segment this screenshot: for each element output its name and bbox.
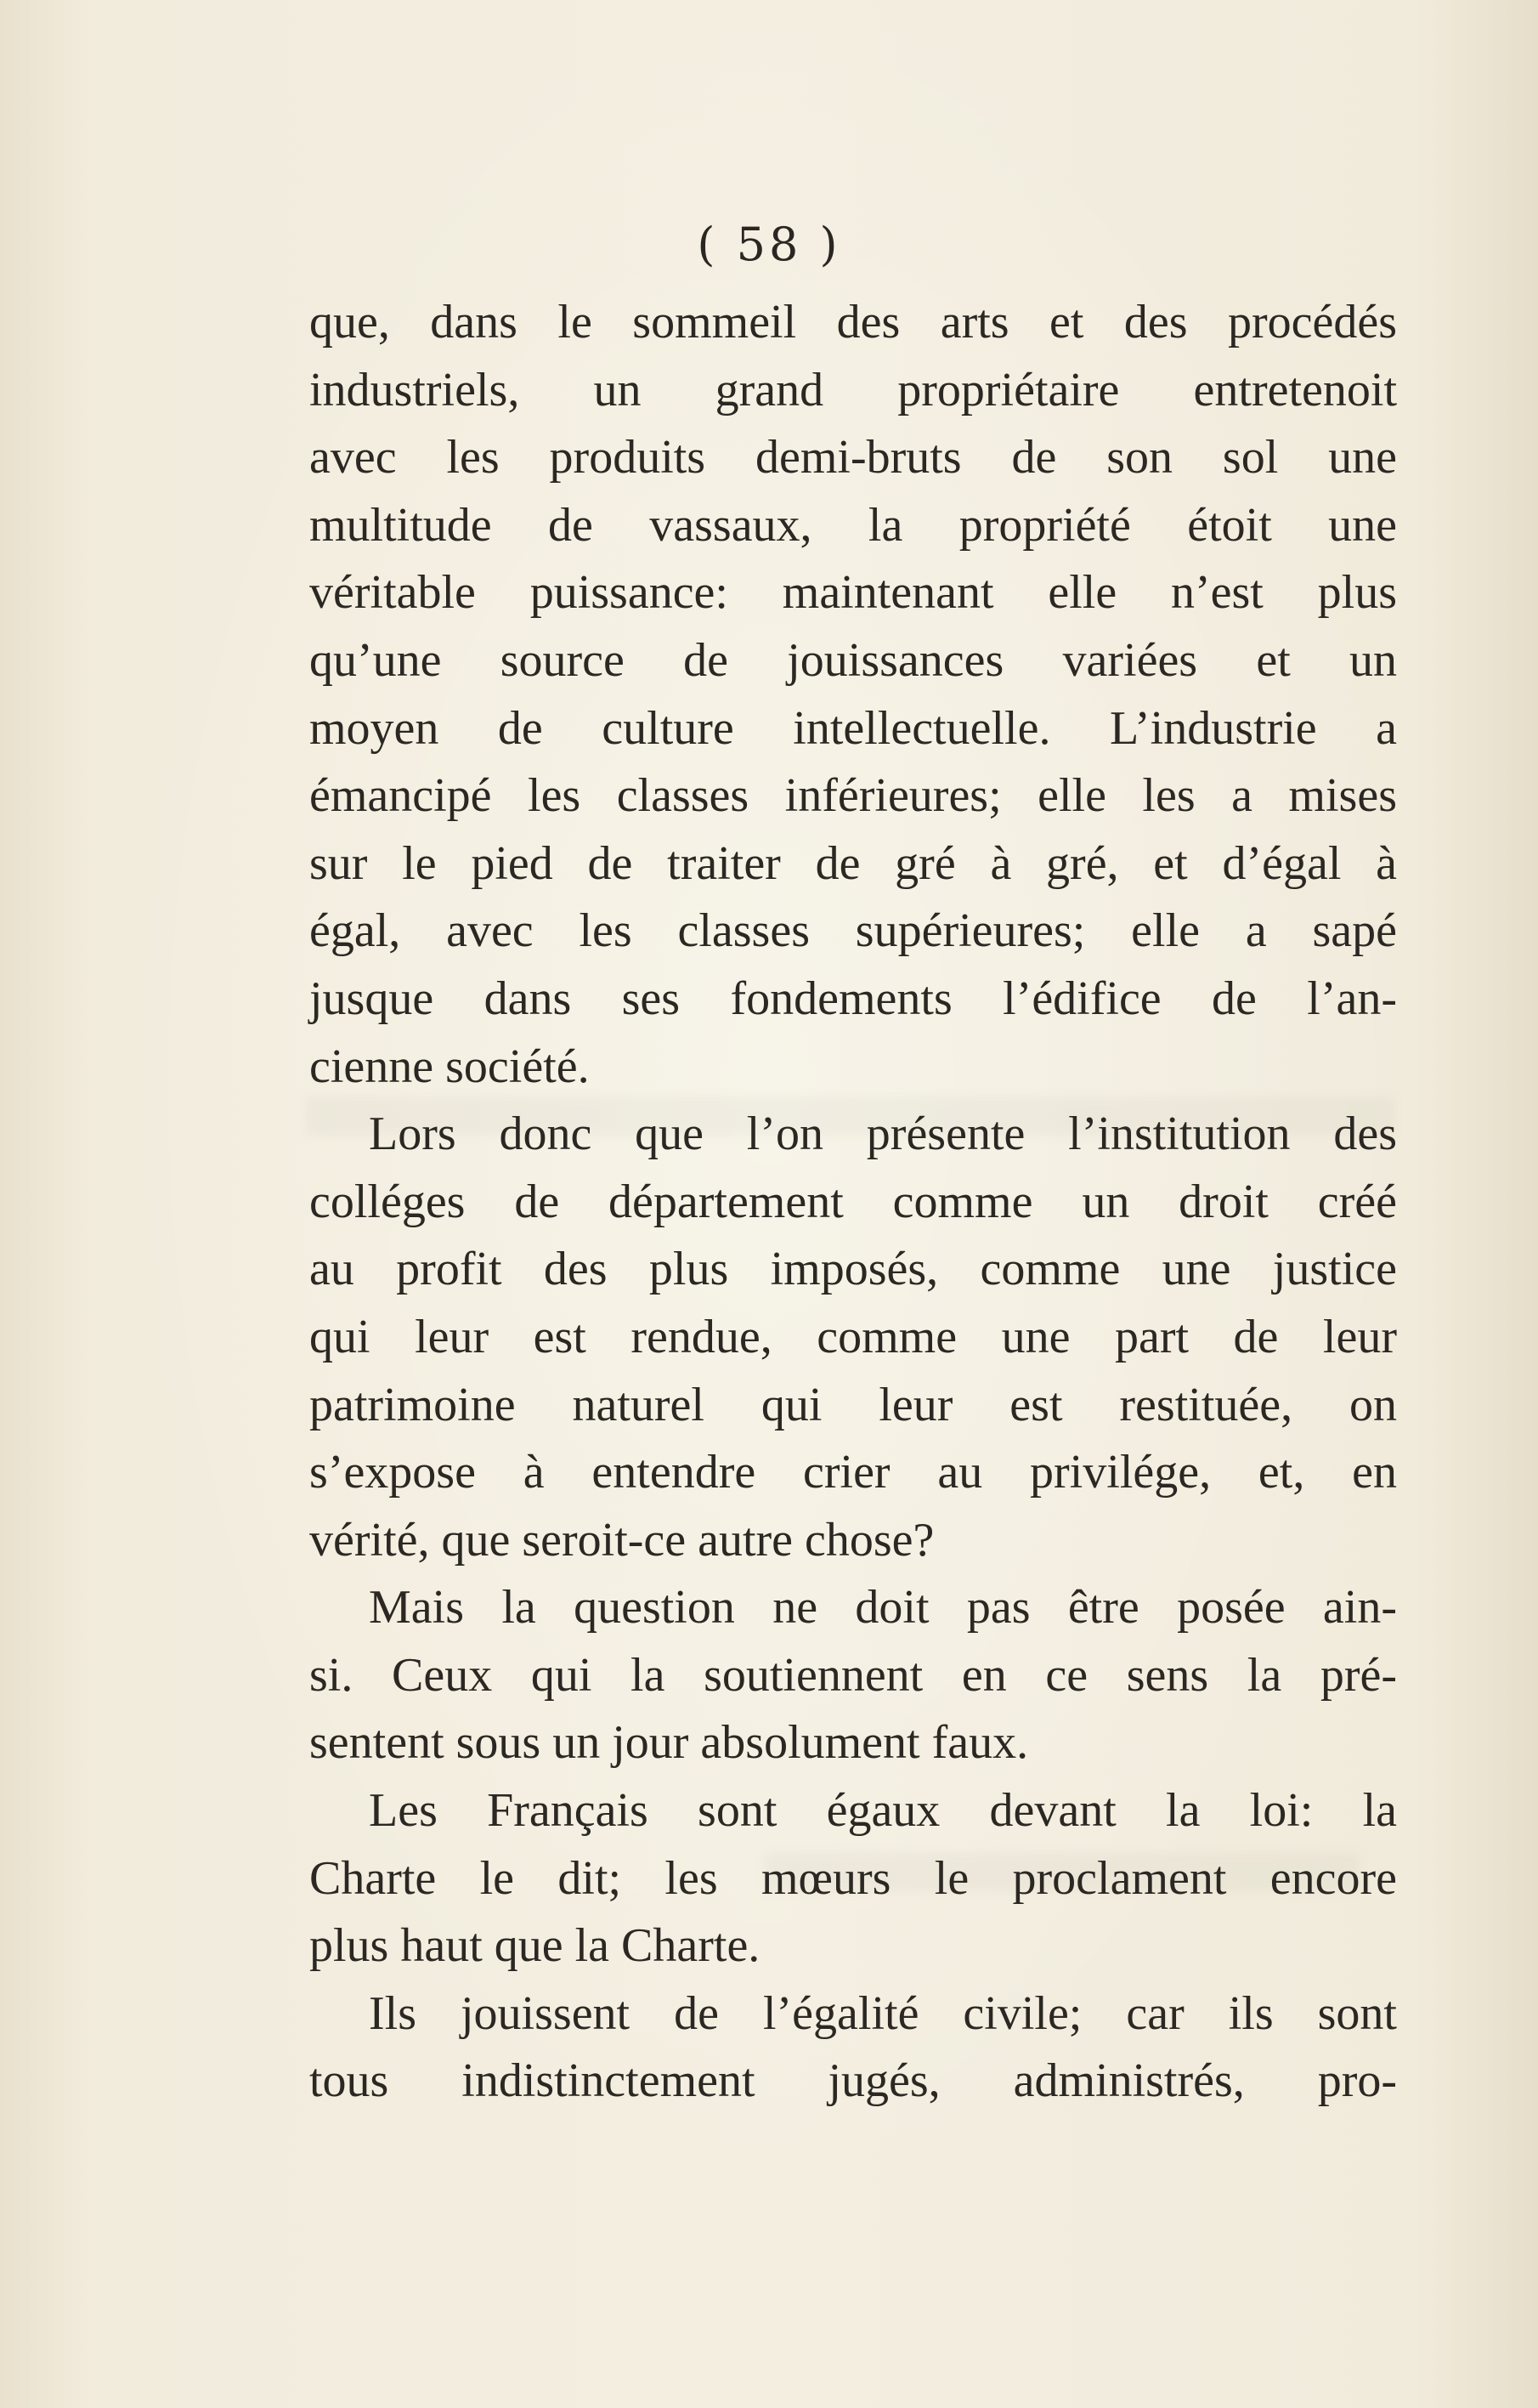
text-line: industriels, un grand propriétaire entretenoit: [309, 363, 1397, 416]
text-line: jusque dans ses fondements l’édifice de l’an-: [309, 972, 1397, 1025]
text-line: Charte le dit; les mœurs le proclament encore: [309, 1851, 1397, 1905]
text-line: moyen de culture intellectuelle. L’industrie a: [309, 701, 1397, 755]
text-line: qu’une source de jouissances variées et un: [309, 633, 1397, 687]
page-number: ( 58 ): [697, 218, 841, 271]
text-line: Mais la question ne doit pas être posée ain-: [369, 1581, 1397, 1635]
text-line: Lors donc que l’on présente l’institution des: [369, 1108, 1397, 1161]
text-line: Les Français sont égaux devant la loi: la: [369, 1784, 1397, 1838]
text-line: émancipé les classes inférieures; elle les a mises: [309, 769, 1397, 823]
text-line: égal, avec les classes supérieures; elle a sapé: [309, 904, 1397, 958]
text-line: patrimoine naturel qui leur est restituée, on: [309, 1378, 1397, 1431]
text-line: Ils jouissent de l’égalité civile; car ils sont: [369, 1986, 1397, 2040]
body-text: [309, 289, 1397, 2116]
text-line: véritable puissance: maintenant elle n’est plus: [309, 566, 1397, 620]
text-line: sentent sous un jour absolument faux.: [309, 1716, 1029, 1770]
text-line: au profit des plus imposés, comme une justice: [309, 1243, 1397, 1296]
text-line: plus haut que la Charte.: [309, 1919, 761, 1973]
text-line: avec les produits demi-bruts de son sol une: [309, 431, 1397, 484]
text-line: sur le pied de traiter de gré à gré, et d’égal à: [309, 836, 1397, 890]
text-line: multitude de vassaux, la propriété étoit une: [309, 498, 1397, 552]
text-line: si. Ceux qui la soutiennent en ce sens la pré-: [309, 1648, 1397, 1702]
text-line: colléges de département comme un droit créé: [309, 1175, 1397, 1228]
text-line: cienne société.: [309, 1040, 590, 1093]
text-line: que, dans le sommeil des arts et des procédés: [309, 296, 1397, 348]
text-line: qui leur est rendue, comme une part de leur: [309, 1310, 1397, 1363]
text-line: vérité, que seroit-ce autre chose?: [309, 1513, 935, 1567]
text-line: s’expose à entendre crier au privilége, et, en: [309, 1446, 1397, 1499]
text-line: tous indistinctement jugés, administrés, pro-: [309, 2054, 1397, 2108]
